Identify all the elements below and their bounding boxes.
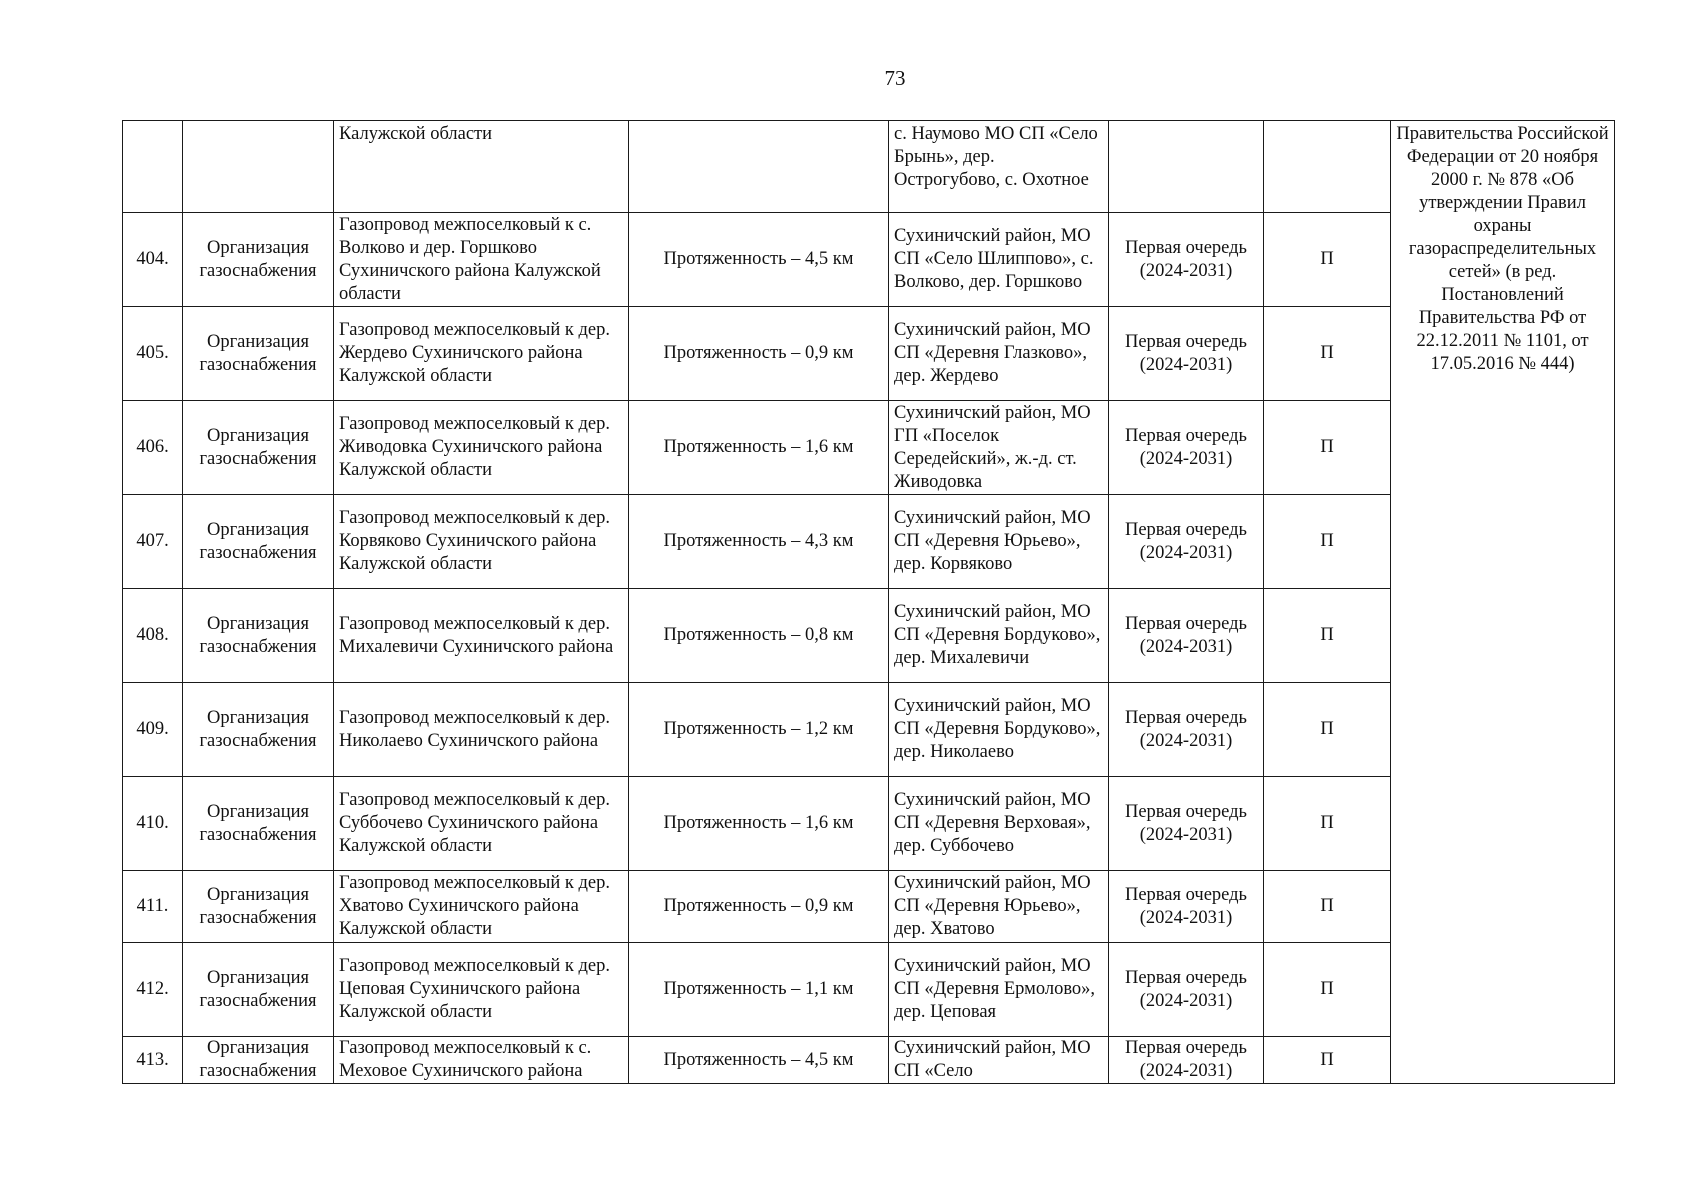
cell-term: Первая очередь (2024-2031) (1109, 683, 1264, 777)
cell-param: Протяженность – 4,3 км (629, 495, 889, 589)
table-row-continuation (123, 121, 1615, 213)
cell-org: Организация газоснабжения (183, 871, 334, 943)
cell-term: Первая очередь (2024-2031) (1109, 943, 1264, 1037)
cell-location: Сухиничский район, МО СП «Деревня Глазково», дер. Жердево (889, 307, 1109, 401)
cell-param: Протяженность – 4,5 км (629, 1037, 889, 1084)
cell-org: Организация газоснабжения (183, 943, 334, 1037)
cell-name: Газопровод межпоселковый к дер. Хватово Сухиничского района Калужской области (334, 871, 629, 943)
cell-name: Газопровод межпоселковый к дер. Живодовка Сухиничского района Калужской области (334, 401, 629, 495)
cell-param: Протяженность – 1,2 км (629, 683, 889, 777)
cell-org: Организация газоснабжения (183, 1037, 334, 1084)
cell-num: 411. (123, 871, 183, 943)
cell-term: Первая очередь (2024-2031) (1109, 777, 1264, 871)
cell-zone: П (1264, 683, 1391, 777)
cell-note: Правительства Российской Федерации от 20 ноября 2000 г. № 878 «Об утверждении Правил охраны газораспределительных сетей» (в ред. Постановлений Правительства РФ от 22.12.2011 № 1101, от 17.05.2016 № 444) (1391, 121, 1615, 1084)
cell-org: Организация газоснабжения (183, 777, 334, 871)
cell-zone: П (1264, 213, 1391, 307)
cell-term: Первая очередь (2024-2031) (1109, 495, 1264, 589)
cell-location: Сухиничский район, МО СП «Деревня Юрьево», дер. Хватово (889, 871, 1109, 943)
cell-term: Первая очередь (2024-2031) (1109, 1037, 1264, 1084)
cell-name: Газопровод межпоселковый к с. Волково и дер. Горшково Сухиничского района Калужской области (334, 213, 629, 307)
cell-param: Протяженность – 0,9 км (629, 871, 889, 943)
cell-location: Сухиничский район, МО СП «Деревня Верховая», дер. Суббочево (889, 777, 1109, 871)
cell-num: 409. (123, 683, 183, 777)
cell-org: Организация газоснабжения (183, 307, 334, 401)
cell-location: Сухиничский район, МО СП «Село (889, 1037, 1109, 1084)
cell-zone: П (1264, 589, 1391, 683)
cell-location: Сухиничский район, МО СП «Деревня Бордуково», дер. Николаево (889, 683, 1109, 777)
cell-name: Газопровод межпоселковый к дер. Корвяково Сухиничского района Калужской области (334, 495, 629, 589)
cell-num: 413. (123, 1037, 183, 1084)
cell-name: Газопровод межпоселковый к дер. Николаево Сухиничского района (334, 683, 629, 777)
cell-name: Газопровод межпоселковый к дер. Суббочево Сухиничского района Калужской области (334, 777, 629, 871)
cell-name: Газопровод межпоселковый к дер. Цеповая Сухиничского района Калужской области (334, 943, 629, 1037)
cell-term: Первая очередь (2024-2031) (1109, 307, 1264, 401)
cell-org: Организация газоснабжения (183, 213, 334, 307)
cell-num: 407. (123, 495, 183, 589)
cell-location: с. Наумово МО СП «Село Брынь», дер. Острогубово, с. Охотное (889, 121, 1109, 213)
cell-term: Первая очередь (2024-2031) (1109, 871, 1264, 943)
cell-param: Протяженность – 1,6 км (629, 777, 889, 871)
document-table-wrapper (122, 120, 1614, 1084)
cell-num: 408. (123, 589, 183, 683)
cell-name: Газопровод межпоселковый к дер. Михалевичи Сухиничского района (334, 589, 629, 683)
cell-term: Первая очередь (2024-2031) (1109, 401, 1264, 495)
cell-param: Протяженность – 1,1 км (629, 943, 889, 1037)
cell-param: Протяженность – 0,9 км (629, 307, 889, 401)
cell-num: 405. (123, 307, 183, 401)
cell-num: 404. (123, 213, 183, 307)
cell-zone: П (1264, 777, 1391, 871)
cell-term: Первая очередь (2024-2031) (1109, 213, 1264, 307)
cell-param: Протяженность – 0,8 км (629, 589, 889, 683)
cell-name: Калужской области (334, 121, 629, 213)
cell-num (123, 121, 183, 213)
cell-term (1109, 121, 1264, 213)
cell-zone: П (1264, 495, 1391, 589)
cell-param: Протяженность – 1,6 км (629, 401, 889, 495)
cell-name: Газопровод межпоселковый к дер. Жердево Сухиничского района Калужской области (334, 307, 629, 401)
cell-zone: П (1264, 1037, 1391, 1084)
cell-zone: П (1264, 401, 1391, 495)
cell-zone: П (1264, 871, 1391, 943)
cell-zone (1264, 121, 1391, 213)
cell-location: Сухиничский район, МО СП «Деревня Ермолово», дер. Цеповая (889, 943, 1109, 1037)
cell-location: Сухиничский район, МО ГП «Поселок Середейский», ж.-д. ст. Живодовка (889, 401, 1109, 495)
cell-org: Организация газоснабжения (183, 495, 334, 589)
cell-location: Сухиничский район, МО СП «Село Шлиппово», с. Волково, дер. Горшково (889, 213, 1109, 307)
document-table (122, 120, 1615, 1084)
cell-zone: П (1264, 943, 1391, 1037)
cell-org: Организация газоснабжения (183, 401, 334, 495)
cell-org: Организация газоснабжения (183, 589, 334, 683)
cell-location: Сухиничский район, МО СП «Деревня Бордуково», дер. Михалевичи (889, 589, 1109, 683)
cell-num: 412. (123, 943, 183, 1037)
cell-org: Организация газоснабжения (183, 683, 334, 777)
cell-param: Протяженность – 4,5 км (629, 213, 889, 307)
cell-num: 410. (123, 777, 183, 871)
cell-term: Первая очередь (2024-2031) (1109, 589, 1264, 683)
cell-num: 406. (123, 401, 183, 495)
cell-name: Газопровод межпоселковый к с. Меховое Сухиничского района (334, 1037, 629, 1084)
cell-org (183, 121, 334, 213)
page-number: 73 (884, 66, 906, 90)
cell-zone: П (1264, 307, 1391, 401)
cell-param (629, 121, 889, 213)
cell-location: Сухиничский район, МО СП «Деревня Юрьево», дер. Корвяково (889, 495, 1109, 589)
